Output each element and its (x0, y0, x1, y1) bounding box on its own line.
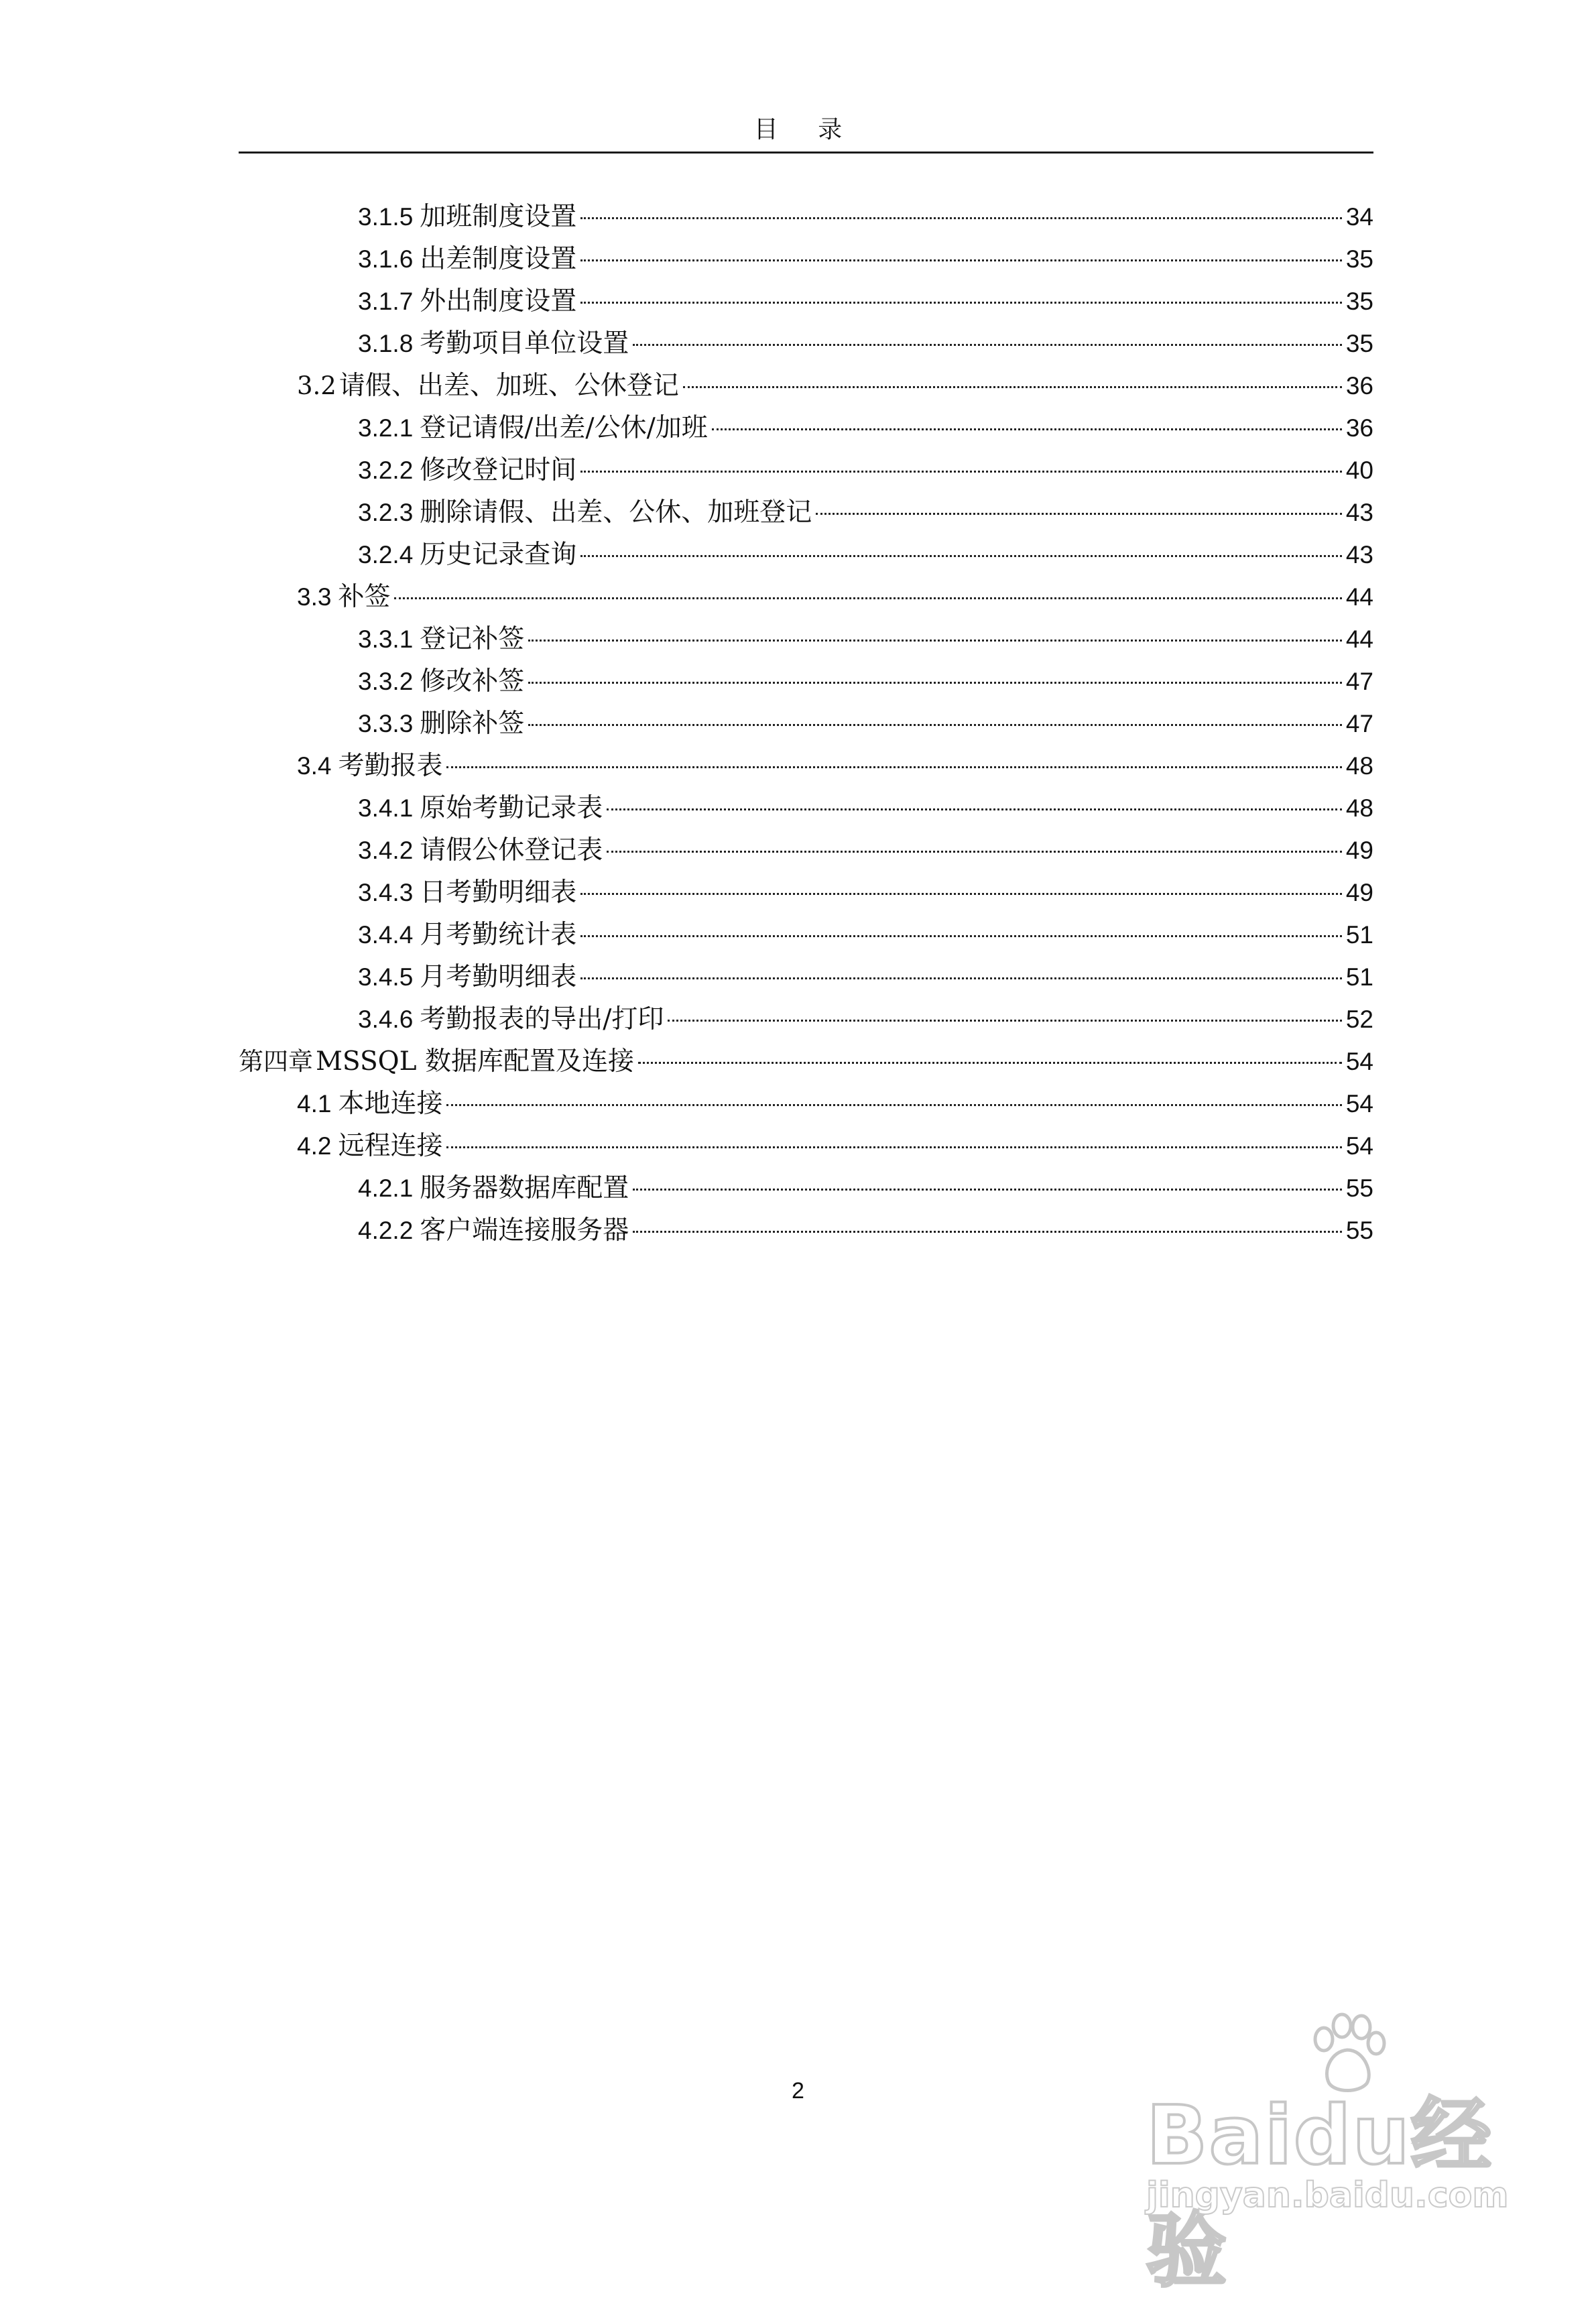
toc-dot-leader (633, 1189, 1342, 1191)
watermark-brand: Baidu经验 (1146, 2089, 1493, 2298)
toc-dot-leader (580, 217, 1342, 219)
toc-entry[interactable] (239, 660, 1373, 703)
toc-entry-page: 55 (1345, 1217, 1373, 1244)
toc-entry[interactable] (239, 829, 1373, 871)
toc-entry[interactable] (239, 1209, 1373, 1252)
toc-entry-number: 3.2.3 (358, 499, 414, 526)
toc-entry[interactable] (239, 998, 1373, 1040)
toc-entry[interactable] (239, 1125, 1373, 1167)
toc-entry-number: 3.3.2 (358, 668, 414, 695)
toc-entry-number: 4.2.2 (358, 1217, 414, 1244)
toc-entry-page: 44 (1345, 583, 1373, 611)
toc-entry-title: 考勤报表 (338, 751, 443, 781)
toc-entry-page: 48 (1345, 794, 1373, 822)
toc-dot-leader (446, 1146, 1341, 1148)
toc-entry-title: 加班制度设置 (420, 202, 577, 232)
toc-entry-number: 3.1.7 (358, 288, 414, 315)
toc-entry[interactable] (239, 618, 1373, 660)
toc-dot-leader (394, 597, 1341, 599)
toc-dot-leader (607, 808, 1342, 810)
toc-entry-page: 35 (1345, 330, 1373, 357)
toc-dot-leader (580, 302, 1342, 304)
toc-dot-leader (683, 386, 1342, 388)
toc-entry[interactable] (239, 491, 1373, 534)
watermark-url: jingyan.baidu.com (1146, 2175, 1509, 2216)
toc-entry-title: 远程连接 (338, 1131, 443, 1161)
toc-entry-page: 34 (1345, 203, 1373, 231)
toc-entry-title: 月考勤统计表 (420, 920, 577, 950)
toc-entry[interactable] (239, 914, 1373, 956)
toc-entry[interactable] (239, 1167, 1373, 1209)
toc-entry[interactable] (239, 871, 1373, 914)
toc-dot-leader (580, 977, 1342, 979)
toc-dot-leader (580, 555, 1342, 557)
toc-dot-leader (528, 724, 1342, 726)
toc-entry-page: 55 (1345, 1174, 1373, 1202)
toc-entry[interactable] (239, 322, 1373, 365)
toc-entry-title: MSSQL 数据库配置及连接 (316, 1046, 634, 1077)
toc-dot-leader (528, 682, 1342, 684)
baidu-jingyan-watermark (1133, 2011, 1522, 2298)
toc-entry-title: 登记请假/出差/公休/加班 (420, 413, 708, 443)
toc-entry[interactable] (239, 956, 1373, 998)
toc-entry-page: 36 (1345, 372, 1373, 400)
toc-entry-number: 3.4.6 (358, 1006, 414, 1033)
toc-entry-number: 3.2.4 (358, 541, 414, 568)
toc-entry-title: 客户端连接服务器 (420, 1215, 629, 1246)
toc-entry-title: 月考勤明细表 (420, 962, 577, 992)
page-header: 目 录 (239, 113, 1373, 154)
toc-dot-leader (580, 893, 1342, 895)
toc-entry-number: 3.4.2 (358, 837, 414, 864)
toc-entry-title: 请假公休登记表 (420, 835, 603, 865)
toc-entry-page: 35 (1345, 288, 1373, 315)
page-number: 2 (792, 2078, 804, 2104)
toc-dot-leader (816, 513, 1342, 515)
toc-entry-number: 3.1.5 (358, 203, 414, 231)
toc-entry-title: 考勤项目单位设置 (420, 328, 629, 359)
toc-entry-title: 删除请假、出差、公休、加班登记 (420, 497, 812, 528)
toc-entry-number: 3.3 (297, 583, 332, 611)
toc-dot-leader (712, 428, 1342, 430)
toc-entry-number: 3.2 (297, 371, 336, 400)
toc-dot-leader (638, 1062, 1342, 1064)
toc-entry-page: 35 (1345, 245, 1373, 273)
toc-entry-title: 原始考勤记录表 (420, 793, 603, 823)
toc-entry-number: 4.2 (297, 1132, 332, 1160)
toc-entry-title: 请假、出差、加班、公休登记 (339, 371, 679, 401)
table-of-contents (239, 196, 1373, 1252)
toc-dot-leader (446, 766, 1341, 768)
toc-entry-title: 补签 (338, 582, 391, 612)
toc-dot-leader (633, 1231, 1342, 1233)
toc-entry-title: 出差制度设置 (420, 244, 577, 274)
toc-entry-title: 修改补签 (420, 666, 525, 696)
toc-entry-number: 第四章 (239, 1047, 313, 1076)
toc-entry-number: 3.4.3 (358, 879, 414, 906)
toc-dot-leader (580, 935, 1342, 937)
toc-entry-number: 3.1.6 (358, 245, 414, 273)
toc-entry[interactable] (239, 534, 1373, 576)
toc-entry-number: 3.1.8 (358, 330, 414, 357)
toc-entry-number: 3.3.3 (358, 710, 414, 737)
toc-entry-number: 3.4.5 (358, 963, 414, 991)
toc-entry[interactable] (239, 745, 1373, 787)
toc-entry-number: 3.2.1 (358, 414, 414, 442)
toc-entry-number: 4.2.1 (358, 1174, 414, 1202)
toc-entry-page: 47 (1345, 710, 1373, 737)
toc-entry-page: 40 (1345, 457, 1373, 484)
toc-entry-title: 日考勤明细表 (420, 877, 577, 908)
toc-entry-number: 4.1 (297, 1090, 332, 1117)
toc-entry-title: 删除补签 (420, 709, 525, 739)
toc-dot-leader (580, 471, 1342, 473)
toc-entry-number: 3.2.2 (358, 457, 414, 484)
toc-entry-title: 服务器数据库配置 (420, 1173, 629, 1203)
toc-entry-number: 3.3.1 (358, 625, 414, 653)
toc-entry[interactable] (239, 787, 1373, 829)
toc-entry-number: 3.4.1 (358, 794, 414, 822)
toc-entry[interactable] (239, 196, 1373, 238)
toc-entry[interactable] (239, 449, 1373, 491)
toc-entry[interactable] (239, 280, 1373, 322)
toc-entry[interactable] (239, 407, 1373, 449)
toc-entry[interactable] (239, 576, 1373, 618)
toc-entry-page: 51 (1345, 921, 1373, 949)
toc-entry[interactable] (239, 1040, 1373, 1083)
toc-entry-page: 49 (1345, 879, 1373, 906)
toc-entry-number: 3.4.4 (358, 921, 414, 949)
toc-entry-page: 44 (1345, 625, 1373, 653)
toc-entry[interactable] (239, 703, 1373, 745)
toc-entry-page: 47 (1345, 668, 1373, 695)
toc-entry-page: 43 (1345, 499, 1373, 526)
toc-dot-leader (580, 259, 1342, 261)
toc-entry[interactable] (239, 238, 1373, 280)
toc-entry-page: 54 (1345, 1048, 1373, 1075)
toc-entry-title: 本地连接 (338, 1089, 443, 1119)
toc-entry-page: 54 (1345, 1090, 1373, 1117)
toc-entry-title: 修改登记时间 (420, 455, 577, 485)
toc-entry-title: 考勤报表的导出/打印 (420, 1004, 664, 1034)
toc-entry-title: 历史记录查询 (420, 540, 577, 570)
toc-entry-title: 外出制度设置 (420, 286, 577, 316)
toc-dot-leader (633, 344, 1342, 346)
toc-entry-page: 52 (1345, 1006, 1373, 1033)
toc-entry-page: 43 (1345, 541, 1373, 568)
toc-dot-leader (668, 1020, 1341, 1022)
toc-entry-number: 3.4 (297, 752, 332, 780)
toc-entry-page: 36 (1345, 414, 1373, 442)
toc-entry-title: 登记补签 (420, 624, 525, 654)
toc-entry[interactable] (239, 1083, 1373, 1125)
toc-entry-page: 54 (1345, 1132, 1373, 1160)
toc-entry-page: 49 (1345, 837, 1373, 864)
toc-dot-leader (607, 851, 1342, 853)
toc-entry-page: 51 (1345, 963, 1373, 991)
toc-entry[interactable] (239, 365, 1373, 407)
toc-entry-page: 48 (1345, 752, 1373, 780)
toc-dot-leader (446, 1104, 1341, 1106)
toc-dot-leader (528, 640, 1342, 642)
